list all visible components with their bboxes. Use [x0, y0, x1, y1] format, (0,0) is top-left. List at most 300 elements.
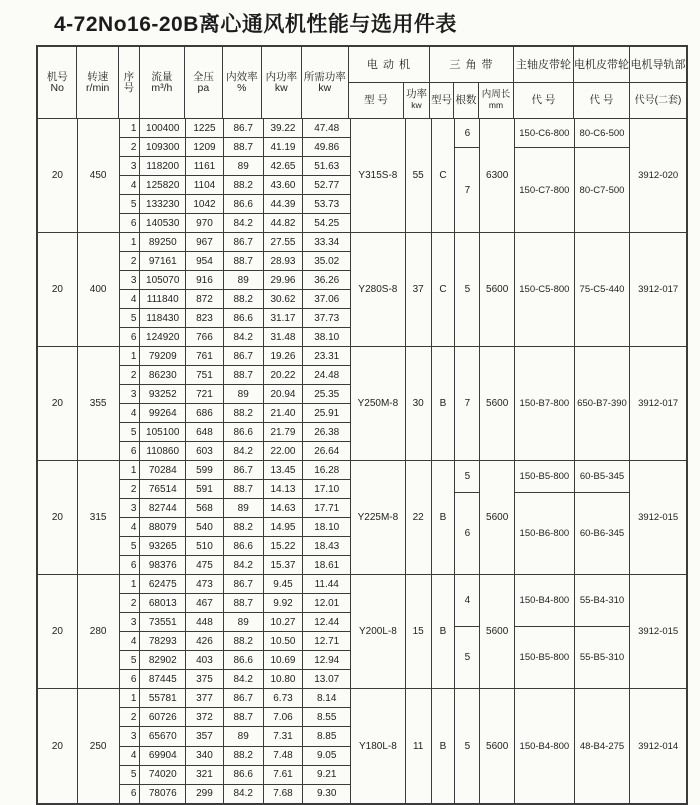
internal-power-cell: 29.96 [264, 271, 303, 290]
data-column-flow-cell [140, 119, 186, 232]
data-column-efficiency-cell [224, 689, 264, 803]
efficiency-cell: 89 [224, 727, 263, 746]
seq-cell: 2 [120, 366, 140, 385]
flow-cell: 62475 [140, 575, 185, 594]
efficiency-cell: 88.2 [224, 632, 263, 651]
flow-cell: 78293 [140, 632, 185, 651]
belt-model-cell: B [432, 347, 456, 460]
data-column-pressure-cell [186, 347, 224, 460]
flow-cell: 124920 [146, 331, 180, 343]
efficiency-cell: 89 [224, 385, 263, 404]
column-motor-pulley-cell [575, 347, 631, 460]
belt-strands-cell: 6 [455, 119, 479, 148]
required-power-cell: 37.06 [303, 290, 350, 309]
seq-cell: 4 [120, 518, 140, 537]
motor-rail-cell: 3912-020 [638, 170, 679, 181]
data-column-flow-cell [140, 233, 186, 346]
required-power-cell: 35.02 [303, 252, 350, 271]
data-column-pressure-cell [186, 233, 224, 346]
internal-power-cell: 19.26 [264, 347, 303, 366]
pressure-cell: 475 [196, 559, 213, 571]
belt-strands-column [455, 461, 480, 574]
data-column-flow-cell [140, 689, 186, 803]
pressure-cell: 1104 [186, 176, 223, 195]
column-main-shaft-pulley-cell [515, 347, 575, 460]
flow-cell: 88079 [140, 518, 185, 537]
col-header-motor-power: 功率 kw [404, 83, 430, 119]
main-shaft-pulley-cell: 150-C6-800 [515, 119, 574, 148]
speed-group [38, 347, 686, 461]
pressure-cell: 648 [186, 423, 223, 442]
pressure-cell: 751 [186, 366, 223, 385]
data-column-pressure-cell [186, 119, 224, 232]
internal-power-cell: 7.06 [264, 708, 303, 727]
column-motor-pulley-cell [575, 233, 631, 346]
flow-cell: 133230 [140, 195, 185, 214]
flow-cell: 76514 [140, 480, 185, 499]
belt-strands-cell: 7 [464, 398, 471, 409]
motor-pulley-cell: 55-B5-310 [579, 651, 625, 663]
motor-power-cell: 22 [406, 461, 432, 574]
page-title: 4-72No16-20B离心通风机性能与选用件表 [54, 13, 457, 36]
motor-rail-cell: 3912-015 [638, 626, 679, 637]
internal-power-cell: 44.82 [270, 217, 296, 229]
pressure-cell: 473 [186, 575, 223, 594]
efficiency-cell: 88.7 [224, 366, 263, 385]
seq-cell: 1 [120, 347, 140, 366]
data-column-internal-power-cell [264, 347, 304, 460]
col-header-required-power: 所需功率 kw [302, 47, 349, 118]
data-column-internal-power-cell [264, 119, 304, 232]
seq-cell: 5 [120, 423, 140, 442]
col-header-motor-model: 型 号 [349, 83, 404, 119]
seq-cell: 3 [120, 727, 140, 746]
motor-group-title: 电 动 机 [349, 47, 430, 83]
efficiency-cell: 88.2 [224, 176, 263, 195]
efficiency-cell: 86.7 [224, 461, 263, 480]
flow-cell: 82902 [140, 651, 185, 670]
required-power-cell: 11.44 [303, 575, 350, 594]
required-power-cell: 36.26 [303, 271, 350, 290]
column-main-shaft-pulley-cell [515, 119, 575, 232]
pressure-cell: 357 [186, 727, 223, 746]
pressure-cell: 510 [186, 537, 223, 556]
col-header-belt-model: 型号 [430, 83, 454, 119]
required-power-cell: 16.28 [303, 461, 350, 480]
data-column-efficiency-cell [224, 347, 264, 460]
flow-cell: 93265 [140, 537, 185, 556]
seq-cell: 3 [120, 499, 140, 518]
data-column-internal-power-cell [264, 233, 304, 346]
efficiency-cell: 89 [224, 271, 263, 290]
fan-selection-table [36, 45, 688, 805]
internal-power-cell: 20.22 [264, 366, 303, 385]
required-power-cell: 53.73 [303, 195, 350, 214]
internal-power-cell: 10.27 [264, 613, 303, 632]
speed-cell: 400 [78, 233, 120, 346]
internal-power-cell: 7.48 [264, 747, 303, 766]
seq-cell: 2 [120, 138, 140, 157]
seq-cell: 4 [120, 747, 140, 766]
required-power-cell: 8.85 [303, 727, 350, 746]
required-power-cell: 47.48 [303, 119, 350, 138]
motor-pulley-cell: 60-B6-345 [579, 527, 625, 539]
internal-power-cell: 7.31 [264, 727, 303, 746]
required-power-cell: 13.07 [314, 673, 340, 685]
seq-cell: 3 [120, 385, 140, 404]
col-header-efficiency: 内效率 % [223, 47, 262, 118]
machine-no-cell: 20 [38, 689, 78, 803]
table-body [38, 119, 686, 803]
internal-power-cell: 15.22 [264, 537, 303, 556]
flow-cell: 140530 [146, 217, 180, 229]
internal-power-cell: 9.92 [264, 594, 303, 613]
main-shaft-pulley-cell: 150-C5-800 [519, 284, 570, 295]
seq-cell: 6 [130, 331, 137, 343]
machine-no-cell: 20 [38, 347, 78, 460]
pressure-cell: 299 [196, 788, 213, 800]
internal-power-cell: 21.79 [264, 423, 303, 442]
efficiency-cell: 86.7 [224, 233, 263, 252]
motor-model-cell: Y200L-8 [351, 575, 406, 688]
efficiency-cell: 88.2 [224, 404, 263, 423]
pressure-cell: 721 [186, 385, 223, 404]
required-power-cell: 18.10 [303, 518, 350, 537]
column-motor-pulley-cell [575, 119, 631, 232]
internal-power-cell: 43.60 [264, 176, 303, 195]
flow-cell: 98376 [148, 559, 177, 571]
required-power-cell: 25.91 [303, 404, 350, 423]
flow-cell: 65670 [140, 727, 185, 746]
efficiency-cell: 88.2 [224, 747, 263, 766]
belt-strands-column [455, 689, 480, 803]
efficiency-cell: 89 [224, 157, 263, 176]
motor-rail-title: 电机导轨部 [630, 47, 686, 83]
machine-no-cell: 20 [38, 575, 78, 688]
motor-rail-cell: 3912-017 [638, 284, 679, 295]
flow-cell: 89250 [140, 233, 185, 252]
efficiency-cell: 86.7 [224, 575, 263, 594]
data-column-required-power-cell [303, 575, 351, 688]
seq-cell: 4 [120, 632, 140, 651]
seq-cell: 6 [130, 445, 137, 457]
efficiency-cell: 84.2 [233, 217, 253, 229]
internal-power-cell: 10.50 [264, 632, 303, 651]
seq-cell: 2 [120, 708, 140, 727]
column-motor-pulley-cell [575, 689, 631, 803]
data-column-required-power-cell [303, 461, 351, 574]
belt-strands-column [455, 119, 480, 232]
data-column-efficiency-cell [224, 119, 264, 232]
required-power-cell: 12.71 [303, 632, 350, 651]
internal-power-cell: 30.62 [264, 290, 303, 309]
col-group-motor [349, 47, 430, 118]
efficiency-cell: 89 [224, 613, 263, 632]
col-header-motor-rail-code: 代号(二套) [634, 94, 682, 106]
motor-rail-cell: 3912-015 [638, 512, 679, 523]
internal-power-cell: 27.55 [264, 233, 303, 252]
data-column-seq-cell [120, 347, 141, 460]
flow-cell: 100400 [140, 119, 185, 138]
efficiency-cell: 88.7 [224, 252, 263, 271]
pressure-cell: 603 [196, 445, 213, 457]
motor-model-cell: Y180L-8 [351, 689, 406, 803]
efficiency-cell: 86.6 [224, 195, 263, 214]
main-shaft-pulley-title: 主轴皮带轮 [514, 47, 574, 83]
efficiency-cell: 88.2 [224, 518, 263, 537]
motor-power-cell: 55 [406, 119, 432, 232]
seq-cell: 6 [130, 673, 137, 685]
internal-power-cell: 31.48 [270, 331, 296, 343]
data-column-internal-power-cell [264, 689, 304, 803]
data-column-required-power-cell [303, 233, 351, 346]
pressure-cell: 340 [186, 747, 223, 766]
motor-pulley-cell: 75-C5-440 [579, 284, 625, 295]
required-power-cell: 38.10 [314, 331, 340, 343]
v-belt-group-title: 三 角 带 [430, 47, 514, 83]
data-column-flow-cell [140, 575, 186, 688]
flow-cell: 55781 [140, 689, 185, 708]
seq-cell: 1 [120, 233, 140, 252]
column-main-shaft-pulley-cell [515, 233, 575, 346]
seq-cell: 1 [120, 119, 140, 138]
pressure-cell: 1161 [186, 157, 223, 176]
efficiency-cell: 84.2 [233, 788, 253, 800]
pressure-cell: 403 [186, 651, 223, 670]
col-header-main-shaft-pulley-code: 代 号 [514, 83, 574, 119]
flow-cell: 111840 [140, 290, 185, 309]
efficiency-cell: 86.7 [224, 119, 263, 138]
table-header [38, 47, 686, 119]
required-power-cell: 9.05 [303, 747, 350, 766]
seq-cell: 5 [120, 766, 140, 785]
internal-power-cell: 7.68 [273, 788, 293, 800]
flow-cell: 87445 [148, 673, 177, 685]
internal-power-cell: 14.13 [264, 480, 303, 499]
internal-power-cell: 10.80 [270, 673, 296, 685]
seq-cell: 6 [130, 559, 137, 571]
motor-power-cell: 37 [406, 233, 432, 346]
pressure-cell: 1042 [186, 195, 223, 214]
seq-cell: 4 [120, 176, 140, 195]
required-power-cell: 25.35 [303, 385, 350, 404]
belt-inner-length-cell: 5600 [480, 689, 515, 803]
internal-power-cell: 14.63 [264, 499, 303, 518]
efficiency-cell: 88.2 [224, 290, 263, 309]
column-main-shaft-pulley-cell [515, 461, 575, 574]
speed-group [38, 233, 686, 347]
column-motor-pulley-cell [575, 575, 631, 688]
motor-pulley-cell: 48-B4-275 [579, 740, 625, 752]
pressure-cell: 970 [196, 217, 213, 229]
motor-pulley-cell: 650-B7-390 [577, 398, 627, 409]
pressure-cell: 321 [186, 766, 223, 785]
main-shaft-pulley-cell: 150-B4-800 [515, 575, 574, 627]
belt-model-cell: B [432, 575, 456, 688]
flow-cell: 60726 [140, 708, 185, 727]
efficiency-cell: 86.6 [224, 651, 263, 670]
flow-cell: 78076 [148, 788, 177, 800]
belt-model-cell: B [432, 461, 456, 574]
seq-cell: 5 [120, 537, 140, 556]
flow-cell: 99264 [140, 404, 185, 423]
belt-inner-length-cell: 5600 [480, 575, 515, 688]
data-column-pressure-cell [186, 575, 224, 688]
required-power-cell: 17.71 [303, 499, 350, 518]
col-group-v-belt [430, 47, 514, 118]
belt-strands-cell: 7 [464, 184, 471, 196]
main-shaft-pulley-cell: 150-B4-800 [519, 740, 570, 752]
main-shaft-pulley-cell: 150-B5-800 [519, 651, 570, 663]
required-power-cell: 12.94 [303, 651, 350, 670]
flow-cell: 68013 [140, 594, 185, 613]
efficiency-cell: 88.7 [224, 708, 263, 727]
belt-strands-cell: 5 [464, 651, 471, 663]
belt-strands-column [455, 575, 480, 688]
seq-cell: 1 [120, 575, 140, 594]
pressure-cell: 467 [186, 594, 223, 613]
data-column-flow-cell [140, 347, 186, 460]
seq-cell: 6 [130, 217, 137, 229]
belt-strands-column [455, 233, 480, 346]
flow-cell: 70284 [140, 461, 185, 480]
required-power-cell: 33.34 [303, 233, 350, 252]
required-power-cell: 8.55 [303, 708, 350, 727]
belt-model-cell: B [432, 689, 456, 803]
speed-cell: 450 [78, 119, 120, 232]
required-power-cell: 52.77 [303, 176, 350, 195]
col-group-motor-rail [630, 47, 686, 118]
motor-pulley-cell: 55-B4-310 [575, 575, 630, 627]
required-power-cell: 18.61 [314, 559, 340, 571]
data-column-efficiency-cell [224, 233, 264, 346]
internal-power-cell: 9.45 [264, 575, 303, 594]
internal-power-cell: 31.17 [264, 309, 303, 328]
pressure-cell: 1209 [186, 138, 223, 157]
efficiency-cell: 86.6 [224, 309, 263, 328]
belt-strands-cell: 6 [464, 527, 471, 539]
seq-cell: 5 [120, 651, 140, 670]
belt-inner-length-cell: 6300 [480, 119, 515, 232]
speed-group [38, 461, 686, 575]
internal-power-cell: 39.22 [264, 119, 303, 138]
motor-pulley-cell: 60-B5-345 [575, 461, 630, 493]
data-column-seq-cell [120, 461, 141, 574]
col-header-motor-pulley-code: 代 号 [574, 83, 630, 119]
belt-strands-cell: 5 [455, 461, 479, 493]
pressure-cell: 426 [186, 632, 223, 651]
efficiency-cell: 89 [224, 499, 263, 518]
col-header-internal-power: 内功率 kw [262, 47, 301, 118]
motor-pulley-cell: 80-C7-500 [579, 184, 625, 196]
speed-group [38, 575, 686, 689]
data-column-required-power-cell [303, 119, 351, 232]
machine-no-cell: 20 [38, 461, 78, 574]
efficiency-cell: 88.7 [224, 480, 263, 499]
required-power-cell: 23.31 [303, 347, 350, 366]
main-shaft-pulley-cell: 150-C7-800 [519, 184, 570, 196]
required-power-cell: 12.44 [303, 613, 350, 632]
flow-cell: 110860 [146, 445, 180, 457]
column-motor-pulley-cell [575, 461, 631, 574]
efficiency-cell: 86.6 [224, 766, 263, 785]
data-column-pressure-cell [186, 461, 224, 574]
col-header-seq: 序 号 [119, 47, 140, 118]
flow-cell: 82744 [140, 499, 185, 518]
efficiency-cell: 86.7 [224, 689, 263, 708]
flow-cell: 74020 [140, 766, 185, 785]
data-column-seq-cell [120, 575, 141, 688]
seq-cell: 1 [120, 689, 140, 708]
motor-power-cell: 30 [406, 347, 432, 460]
seq-cell: 2 [120, 252, 140, 271]
col-header-pressure: 全压 pa [185, 47, 223, 118]
required-power-cell: 9.21 [303, 766, 350, 785]
pressure-cell: 1225 [186, 119, 223, 138]
speed-group [38, 119, 686, 233]
required-power-cell: 26.64 [314, 445, 340, 457]
internal-power-cell: 14.95 [264, 518, 303, 537]
motor-power-cell: 11 [406, 689, 432, 803]
seq-cell: 3 [120, 613, 140, 632]
seq-cell: 5 [120, 195, 140, 214]
data-column-required-power-cell [303, 689, 351, 803]
seq-cell: 4 [120, 404, 140, 423]
internal-power-cell: 6.73 [264, 689, 303, 708]
efficiency-cell: 84.2 [233, 331, 253, 343]
belt-model-cell: C [432, 233, 456, 346]
machine-no-cell: 20 [38, 233, 78, 346]
column-main-shaft-pulley-cell [515, 575, 575, 688]
internal-power-cell: 42.65 [264, 157, 303, 176]
data-column-internal-power-cell [264, 461, 304, 574]
data-column-seq-cell [120, 119, 141, 232]
efficiency-cell: 84.2 [233, 559, 253, 571]
required-power-cell: 51.63 [303, 157, 350, 176]
motor-pulley-title: 电机皮带轮 [574, 47, 630, 83]
machine-no-cell: 20 [38, 119, 78, 232]
pressure-cell: 375 [196, 673, 213, 685]
data-column-required-power-cell [303, 347, 351, 460]
flow-cell: 79209 [140, 347, 185, 366]
data-column-seq-cell [120, 233, 141, 346]
pressure-cell: 686 [186, 404, 223, 423]
internal-power-cell: 21.40 [264, 404, 303, 423]
efficiency-cell: 86.6 [224, 537, 263, 556]
flow-cell: 105070 [140, 271, 185, 290]
data-column-seq-cell [120, 689, 141, 803]
required-power-cell: 17.10 [303, 480, 350, 499]
required-power-cell: 49.86 [303, 138, 350, 157]
data-column-flow-cell [140, 461, 186, 574]
internal-power-cell: 44.39 [264, 195, 303, 214]
data-column-pressure-cell [186, 689, 224, 803]
seq-cell: 2 [120, 480, 140, 499]
internal-power-cell: 22.00 [270, 445, 296, 457]
pressure-cell: 967 [186, 233, 223, 252]
pressure-cell: 823 [186, 309, 223, 328]
flow-cell: 86230 [140, 366, 185, 385]
required-power-cell: 18.43 [303, 537, 350, 556]
pressure-cell: 916 [186, 271, 223, 290]
motor-rail-cell: 3912-017 [638, 398, 679, 409]
col-group-motor-pulley [574, 47, 630, 118]
required-power-cell: 9.30 [316, 788, 337, 800]
belt-strands-cell: 4 [455, 575, 479, 627]
motor-model-cell: Y280S-8 [351, 233, 406, 346]
internal-power-cell: 10.69 [264, 651, 303, 670]
pressure-cell: 599 [186, 461, 223, 480]
